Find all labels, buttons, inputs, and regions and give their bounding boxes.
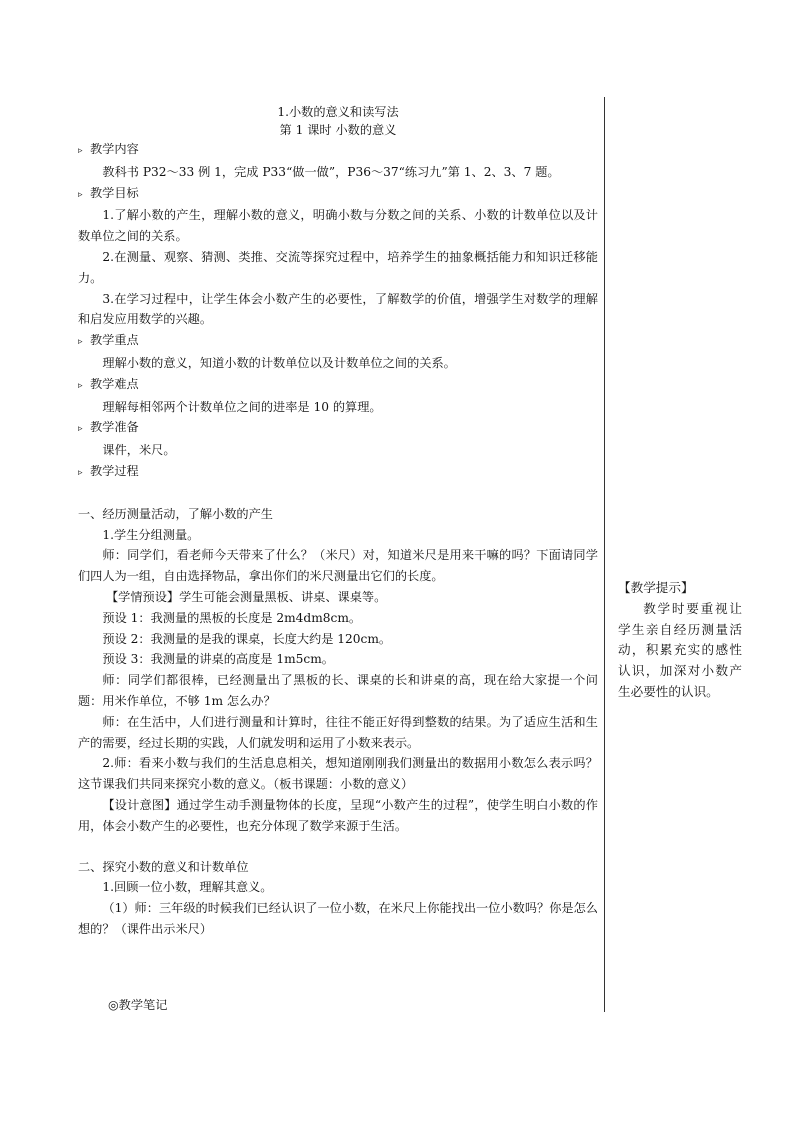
part2-line: （1）师：三年级的时候我们已经认识了一位小数，在米尺上你能找出一位小数吗？你是怎么想的？（课件出示米尺） bbox=[78, 901, 598, 936]
section-key-text: 理解小数的意义，知道小数的计数单位以及计数单位之间的关系。 bbox=[102, 355, 456, 370]
section-content-head: ▹ 教学内容 bbox=[78, 139, 598, 162]
triangle-marker-icon: ▹ bbox=[78, 424, 83, 435]
lesson-subtitle: 第 1 课时 小数的意义 bbox=[279, 123, 397, 137]
goal-item: 1.了解小数的产生，理解小数的意义，明确小数与分数之间的关系、小数的计数单位以及计数单位之间的关系。 bbox=[78, 208, 598, 244]
triangle-marker-icon: ▹ bbox=[78, 146, 83, 156]
triangle-marker-icon: ▹ bbox=[78, 380, 83, 391]
part2-heading: 二、探究小数的意义和计数单位 bbox=[78, 859, 249, 874]
part1-line: 1.学生分组测量。 bbox=[102, 527, 200, 542]
part1-line: 预设 3：我测量的讲桌的高度是 1m5cm。 bbox=[102, 652, 334, 667]
lesson-main bbox=[78, 103, 598, 940]
teaching-notes-label: ◎教学笔记 bbox=[108, 998, 168, 1012]
triangle-marker-icon: ▹ bbox=[78, 337, 83, 348]
column-divider bbox=[604, 97, 605, 1012]
teaching-tip-heading: 【教学提示】 bbox=[618, 580, 694, 595]
section-content-text: 教科书 P32～33 例 1，完成 P33“做一做”，P36～37“练习九”第 1、2、3、7 题。 bbox=[102, 164, 560, 179]
section-difficulty-text: 理解每相邻两个计数单位之间的进率是 10 的算理。 bbox=[102, 399, 382, 414]
teaching-tip bbox=[618, 578, 742, 703]
section-process-head: ▹ 教学过程 bbox=[78, 461, 598, 484]
section-prep-text: 课件，米尺。 bbox=[102, 443, 176, 458]
part1-line: 预设 2：我测量的是我的课桌，长度大约是 120cm。 bbox=[102, 631, 392, 646]
lesson-title: 1.小数的意义和读写法 bbox=[277, 105, 399, 119]
goal-item: 3.在学习过程中，让学生体会小数产生的必要性，了解数学的价值，增强学生对数学的理解和启发应用数学的兴趣。 bbox=[78, 291, 598, 327]
part1-heading: 一、经历测量活动，了解小数的产生 bbox=[78, 506, 273, 521]
triangle-marker-icon: ▹ bbox=[78, 189, 83, 200]
part1-line: 预设 1：我测量的黑板的长度是 2m4dm8cm。 bbox=[102, 610, 362, 625]
teaching-tip-text: 教学时要重视让学生亲自经历测量活动，积累充实的感性认识，加深对小数产生必要性的认识。 bbox=[618, 600, 742, 699]
part1-line: 【学情预设】学生可能会测量黑板、讲桌、课桌等。 bbox=[106, 589, 387, 604]
section-goals-head: ▹ 教学目标 bbox=[78, 183, 598, 206]
part1-line: 师：同学们都很棒，已经测量出了黑板的长、课桌的长和讲桌的高，现在给大家提一个问题：用米作单位，不够 1m 怎么办？ bbox=[78, 673, 598, 708]
part1-line: 2.师：看来小数与我们的生活息息相关，想知道刚刚我们测量出的数据用小数怎么表示吗？这节课我们共同来探究小数的意义。（板书课题：小数的意义） bbox=[78, 756, 598, 792]
part1-line: 师：在生活中，人们进行测量和计算时，往往不能正好得到整数的结果。为了适应生活和生产的需要，经过长期的实践，人们就发明和运用了小数来表示。 bbox=[78, 714, 598, 750]
part2-line: 1.回顾一位小数，理解其意义。 bbox=[102, 880, 273, 895]
section-difficulty-head: ▹ 教学难点 bbox=[78, 374, 598, 397]
triangle-marker-icon: ▹ bbox=[78, 467, 83, 478]
section-key-head: ▹ 教学重点 bbox=[78, 330, 598, 353]
section-prep-head: ▹ 教学准备 bbox=[78, 417, 598, 440]
part1-line: 【设计意图】通过学生动手测量物体的长度，呈现“小数产生的过程”，使学生明白小数的作用，体会小数产生的必要性，也充分体现了数学来源于生活。 bbox=[78, 797, 598, 833]
part1-line: 师：同学们，看老师今天带来了什么？（米尺）对，知道米尺是用来干嘛的吗？下面请同学们四人为一组，自由选择物品，拿出你们的米尺测量出它们的长度。 bbox=[78, 548, 598, 584]
goal-item: 2.在测量、观察、猜测、类推、交流等探究过程中，培养学生的抽象概括能力和知识迁移能力。 bbox=[78, 249, 598, 285]
